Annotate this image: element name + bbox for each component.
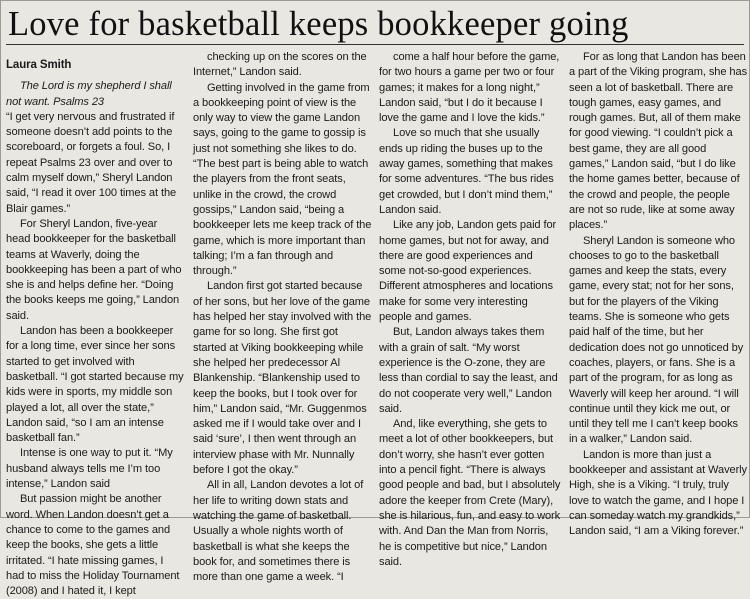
- paragraph: “I get very nervous and frustrated if someone doesn’t add points to the scoreboard, or forgets a foul. So, I repeat Psalms 23 over and over to calm myself down,” Sheryl Landon said, “I read it over 100 times at the Blair games.”: [6, 110, 177, 215]
- paragraph: Getting involved in the game from a bookkeeping point of view is the only way to view the game Landon says, going to the game to gossip is just not something she likes to do. “The best part is being able to watch the players from the front seats, unlike in the crowd, the crowd gossips,” Landon said, “being a bookkeeper lets me keep track of the game, which is more important than talking; I’m a fan through and through.”: [193, 81, 372, 278]
- paragraph: Landon has been a bookkeeper for a long time, ever since her sons started to get involved with basketball. “I got started because my kids were in sports, my middle son played a lot, all over the state,” Landon said, “so I am an intense basketball fan.”: [6, 325, 184, 445]
- byline: Laura Smith: [6, 59, 72, 71]
- column-1: [6, 58, 184, 598]
- paragraph: Love so much that she usually ends up riding the buses up to the away games, something that makes for some adventures. “The bus rides get crowded, but I don’t mind them,” Landon said.: [379, 127, 554, 216]
- paragraph: All in all, Landon devotes a lot of her life to writing down stats and watching the game of basketball. Usually a whole nights worth of basketball is what she keeps the book for, and sometimes there is more than one game a week. “I: [193, 479, 364, 584]
- paragraph: But, Landon always takes them with a grain of salt. “My worst experience is the O-zone, they are less than cordial to say the least, and do not cooperate very well,” Landon said.: [379, 326, 558, 415]
- paragraph: Sheryl Landon is someone who chooses to go to the basketball games and keep the stats, every game, every stat; not for her sons, but for the players of the Viking teams. She is someone who gets paid half of the time, but her dedication does not go unnoticed by coaches, players, or fans. She is a part of the program, for as long as Waverly will keep her around. “I will continue until they kick me out, or until they tell me I can’t keep books in a walker,” Landon said.: [569, 234, 744, 446]
- paragraph: Landon is more than just a bookkeeper and assistant at Waverly High, she is a Viking. “I truly, truly love to watch the game, and I hope I can someday watch my grandkids,” Landon said, “I am a Viking forever.”: [569, 448, 747, 538]
- paragraph: For as long that Landon has been a part of the Viking program, she has seen a lot of basketball. There are tough games, easy games, and rough games. But, all of them make for good viewing. “I couldn’t pick a best game, they are all good games,” Landon said, “but I do like the home games better, because of the crowd and people, the people are not so rude, like at some away places.”: [569, 51, 748, 232]
- paragraph: checking up on the scores on the Internet,” Landon said.: [193, 51, 367, 79]
- headline: Love for basketball keeps bookkeeper going: [8, 5, 629, 43]
- column-2: [193, 50, 373, 584]
- paragraph: Landon first got started because of her sons, but her love of the game has helped her stay involved with the game for so long. She first got started at Viking bookkeeping while she helped her predecessor Al Blankenship. “Blankenship used to keep the books, but I took over for him,” Landon said, “Mr. Guggenmos asked me if I would take over and I said ‘sure’, I then went through an interview phase with Mr. Nunnally before I got the okay.”: [193, 280, 372, 477]
- paragraph: For Sheryl Landon, five-year head bookkeeper for the basketball teams at Waverly, doing the bookkeeping has been a part of who she is and helps define her. “Doing the books keeps me going,” Landon said.: [6, 217, 182, 322]
- paragraph: But passion might be another word. When Landon doesn’t get a chance to come to the games and keep the books, she gets a little irritated. “I hate missing games, I had to miss the Holiday Tournament (2008) and I hated it, I kept: [6, 493, 180, 598]
- headline-rule: [6, 44, 744, 45]
- paragraph: And, like everything, she gets to meet a lot of other bookkeepers, but don’t worry, she hasn’t ever gotten into a pencil fight. “There is always good people and bad, but I absolutely adore the keeper from Crete (Mary), she is hilarious, fun, and easy to work with. And Dan the Man from Norris, he is competitive but nice,” Landon said.: [379, 418, 561, 568]
- paragraph: come a half hour before the game, for two hours a game per two or four games; it makes for a long night,” Landon said, “but I do it because I love the game and I love the kids.”: [379, 51, 560, 125]
- paragraph: Like any job, Landon gets paid for home games, but not for away, and there are good experiences and some not-so-good experiences. Different atmospheres and locations make for some very interesting people and games.: [379, 219, 557, 324]
- epigraph: The Lord is my shepherd I shall not want. Psalms 23: [6, 80, 172, 108]
- paragraph: Intense is one way to put it. “My husband always tells me I’m too intense,” Landon said: [6, 447, 173, 491]
- column-4: [569, 50, 748, 538]
- column-3: [379, 50, 561, 568]
